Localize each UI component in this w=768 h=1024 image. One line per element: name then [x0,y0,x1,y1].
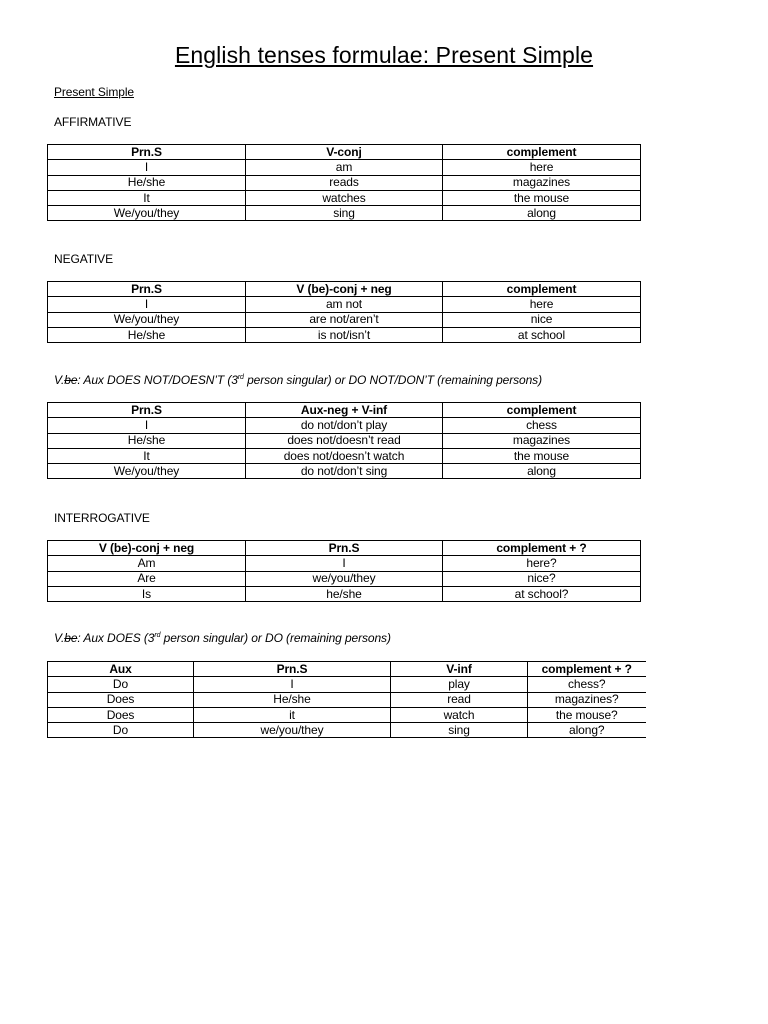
table-row [48,206,641,221]
table-cell: We/you/they [48,464,246,479]
table-row [48,418,641,433]
table-cell: magazines [443,433,641,448]
table-cell: the mouse? [528,707,646,722]
table-row [48,586,641,601]
table-cell: Does [48,692,194,707]
table-cell: It [48,190,246,205]
note-text-b: person singular) or DO NOT/DON’T (remaining persons) [243,373,542,387]
table-cell: I [48,297,246,312]
interrogative-heading: INTERROGATIVE [54,511,150,525]
table-cell: here [443,297,641,312]
column-header: complement [443,403,641,418]
table-cell: along [443,464,641,479]
column-header: V (be)-conj + neg [246,282,443,297]
column-header: V-conj [246,145,443,160]
table-cell: do not/don’t play [246,418,443,433]
table-cell: Are [48,571,246,586]
table-cell: we/you/they [246,571,443,586]
table-cell: I [194,677,391,692]
table-cell: sing [391,723,528,738]
column-header: Prn.S [194,662,391,677]
interrogative-aux-note [54,631,391,645]
table-row [48,677,646,692]
note-prefix: V. [54,373,65,387]
note-prefix: V. [54,631,65,645]
table-cell: Do [48,677,194,692]
table-cell: nice? [443,571,641,586]
affirmative-table [47,144,641,221]
table-row [48,723,646,738]
table-cell: the mouse [443,448,641,463]
column-header: complement [443,145,641,160]
column-header: Aux-neg + V-inf [246,403,443,418]
note-text-a: : Aux DOES NOT/DOESN’T (3 [77,373,238,387]
table-row [48,448,641,463]
interrogative-aux-table [47,661,646,738]
table-cell: He/she [194,692,391,707]
table-cell: We/you/they [48,312,246,327]
table-header-row [48,541,641,556]
table-row [48,327,641,342]
note-sup: rd [237,374,244,381]
table-row [48,707,646,722]
table-cell: here [443,160,641,175]
table-row [48,297,641,312]
table-cell: reads [246,175,443,190]
table-cell: is not/isn’t [246,327,443,342]
negative-table [47,281,641,343]
table-row [48,692,646,707]
document-title: English tenses formulae: Present Simple [174,42,594,68]
table-cell: He/she [48,175,246,190]
column-header: Prn.S [246,541,443,556]
table-cell: I [48,418,246,433]
table-cell: we/you/they [194,723,391,738]
table-cell: He/she [48,433,246,448]
table-row [48,160,641,175]
table-cell: I [246,556,443,571]
table-cell: We/you/they [48,206,246,221]
subtitle: Present Simple [54,85,134,99]
table-cell: read [391,692,528,707]
table-cell: chess [443,418,641,433]
table-header-row [48,282,641,297]
table-cell: Does [48,707,194,722]
table-cell: chess? [528,677,646,692]
table-cell: He/she [48,327,246,342]
table-cell: It [48,448,246,463]
interrogative-table [47,540,641,602]
note-sup: rd [154,632,161,639]
column-header: Prn.S [48,282,246,297]
table-row [48,312,641,327]
table-cell: magazines? [528,692,646,707]
negative-aux-note [54,373,542,387]
column-header: complement + ? [443,541,641,556]
note-text-b: person singular) or DO (remaining persons) [160,631,391,645]
affirmative-heading: AFFIRMATIVE [54,115,132,129]
table-cell: along [443,206,641,221]
column-header: complement + ? [528,662,646,677]
column-header: Prn.S [48,403,246,418]
table-cell: it [194,707,391,722]
column-header: Prn.S [48,145,246,160]
table-row [48,433,641,448]
table-cell: I [48,160,246,175]
table-cell: along? [528,723,646,738]
table-row [48,571,641,586]
note-struck: be [64,631,78,645]
table-cell: at school [443,327,641,342]
table-cell: am not [246,297,443,312]
column-header: V (be)-conj + neg [48,541,246,556]
table-header-row [48,403,641,418]
table-row [48,464,641,479]
table-row [48,175,641,190]
note-struck: be [64,373,78,387]
table-cell: magazines [443,175,641,190]
table-cell: Am [48,556,246,571]
table-cell: am [246,160,443,175]
table-cell: watch [391,707,528,722]
note-text-a: : Aux DOES (3 [77,631,155,645]
table-cell: at school? [443,586,641,601]
negative-heading: NEGATIVE [54,252,113,266]
table-row [48,190,641,205]
negative-aux-table [47,402,641,479]
column-header: Aux [48,662,194,677]
table-cell: Do [48,723,194,738]
table-row [48,556,641,571]
table-cell: does not/doesn’t read [246,433,443,448]
table-header-row [48,662,646,677]
table-cell: sing [246,206,443,221]
table-cell: the mouse [443,190,641,205]
table-cell: watches [246,190,443,205]
table-cell: nice [443,312,641,327]
table-cell: do not/don’t sing [246,464,443,479]
table-cell: does not/doesn’t watch [246,448,443,463]
table-cell: he/she [246,586,443,601]
table-cell: are not/aren’t [246,312,443,327]
table-cell: play [391,677,528,692]
table-cell: here? [443,556,641,571]
column-header: V-inf [391,662,528,677]
column-header: complement [443,282,641,297]
table-header-row [48,145,641,160]
table-cell: Is [48,586,246,601]
